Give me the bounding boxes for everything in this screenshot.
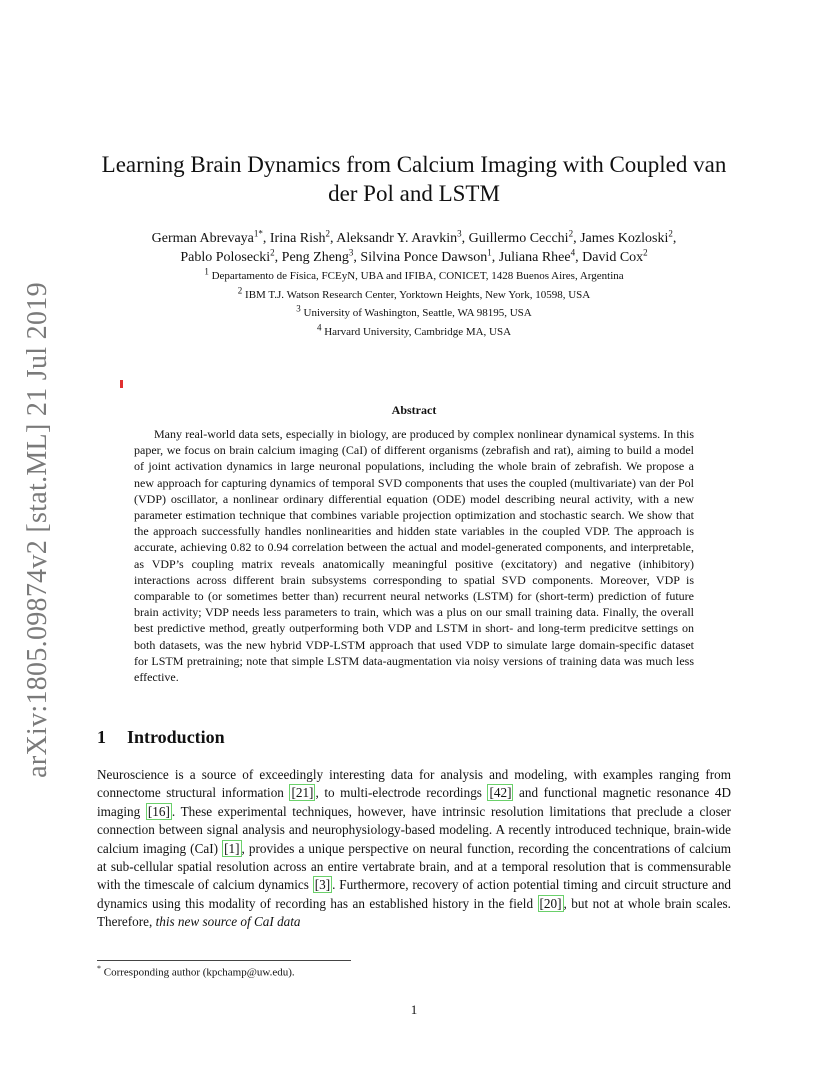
arxiv-side-stamp: arXiv:1805.09874v2 [stat.ML] 21 Jul 2019 — [22, 282, 53, 778]
citation-link[interactable]: [16] — [147, 803, 170, 819]
introduction-paragraph: Neuroscience is a source of exceedingly interesting data for analysis and modeling, with examples ranging from connectome structural information [21] , to multi-electrode recordings [42] and functional magnetic resonance 4D imaging [16] . These experimental techniques, however, have intrinsic resolution limitations that preclude a closer connection between signal analysis and neurophysiology-based modeling. A recently introduced technique, brain-wide calcium imaging (CaI) [1] , provides a unique perspective on neural function, recording the concentrations of calcium at sub-cellular spatial resolution across an entire vertabrate brain, and at a temporal resolution that is commensurable with the timescale of calcium dynamics [3] . Furthermore, recovery of action potential timing and circuit structure and dynamics using this modality of recording has an established history in the field [20] , but not at whole brain scales. Therefore, this new source of CaI data — [97, 767, 732, 930]
author: Pablo Polosecki$^2$, — [180, 247, 282, 265]
citation-link[interactable]: [20] — [539, 895, 562, 911]
citation-link[interactable]: [21] — [291, 785, 314, 801]
emphasized-text: this new source of CaI data — [155, 914, 301, 930]
page-number: 1 — [410, 1002, 418, 1017]
red-margin-mark — [120, 380, 123, 388]
citation-link[interactable]: [42] — [489, 785, 512, 801]
section-number: 1 — [97, 727, 106, 747]
footnote: * Corresponding author (kpchamp@uw.edu). — [97, 964, 295, 979]
affiliation: $^2$ IBM T.J. Watson Research Center, Yorktown Heights, New York, 10598, USA — [237, 285, 591, 301]
affiliation: $^4$ Harvard University, Cambridge MA, USA — [316, 322, 512, 338]
author: Irina Rish$^2$, — [269, 228, 337, 246]
section-title: Introduction — [127, 727, 225, 747]
author: David Cox$^2$ — [582, 247, 648, 265]
author: Aleksandr Y. Aravkin$^3$, — [336, 228, 469, 246]
author: Juliana Rhee$^4$, — [498, 247, 583, 265]
author: German Abrevaya$^{1*}$, — [151, 228, 270, 246]
abstract-text: Many real-world data sets, especially in biology, are produced by complex nonlinear dynamical systems. In this paper, we focus on brain calcium imaging (CaI) of different organisms (zebrafish and rat), aiming to build a model of joint activation dynamics in large neuronal populations, including the whole brain of zebrafish. We propose a new approach for capturing dynamics of temporal SVD components that uses the coupled (multivariate) van der Pol (VDP) oscillator, a nonlinear ordinary differential equation (ODE) model describing neural activity, with a new parameter estimation technique that combines variable projection optimization and stochastic search. We show that the approach successfully handles nonlinearities and hidden state variables in the coupled VDP. The approach is accurate, achieving 0.82 to 0.94 correlation between the actual and model-generated components, and interpretable, as VDP’s coupling matrix reveals anatomically meaningful positive (excitatory) and negative (inhibitory) interactions across different brain subsystems corresponding to spatial SVD components. Moreover, VDP is comparable to (or sometimes better than) recurrent neural networks (LSTM) for (short-term) prediction of future brain activity; VDP needs less parameters to train, which was a plus on our small training data. Finally, the overall best predictive method, greatly outperforming both VDP and LSTM in short- and long-term predicitve settings on both datasets, was the new hybrid VDP-LSTM approach that used VDP to simulate large domain-specific dataset for LSTM pretraining; note that simple LSTM data-augmentation via noisy versions of training data was much less effective. — [134, 427, 694, 685]
author: Silvina Ponce Dawson$^1$, — [360, 247, 499, 265]
footnote-divider — [97, 960, 351, 961]
paper-title: Learning Brain Dynamics from Calcium Imaging with Coupled van der Pol and LSTM — [101, 152, 727, 206]
author: James Kozloski$^2$, — [580, 228, 677, 246]
affiliation: $^3$ University of Washington, Seattle, WA 98195, USA — [296, 303, 532, 319]
citation-link[interactable]: [3] — [314, 877, 331, 893]
section-heading — [97, 727, 225, 748]
author: Guillermo Cecchi$^2$, — [468, 228, 581, 246]
footnote-mark: * — [97, 964, 101, 973]
author-list — [100, 229, 728, 267]
affiliation: $^1$ Departamento de Física, FCEyN, UBA and IFIBA, CONICET, 1428 Buenos Aires, Argentina — [204, 266, 624, 282]
citation-link[interactable]: [1] — [224, 840, 240, 856]
abstract-heading: Abstract — [391, 403, 437, 417]
author: Peng Zheng$^3$, — [281, 247, 361, 265]
